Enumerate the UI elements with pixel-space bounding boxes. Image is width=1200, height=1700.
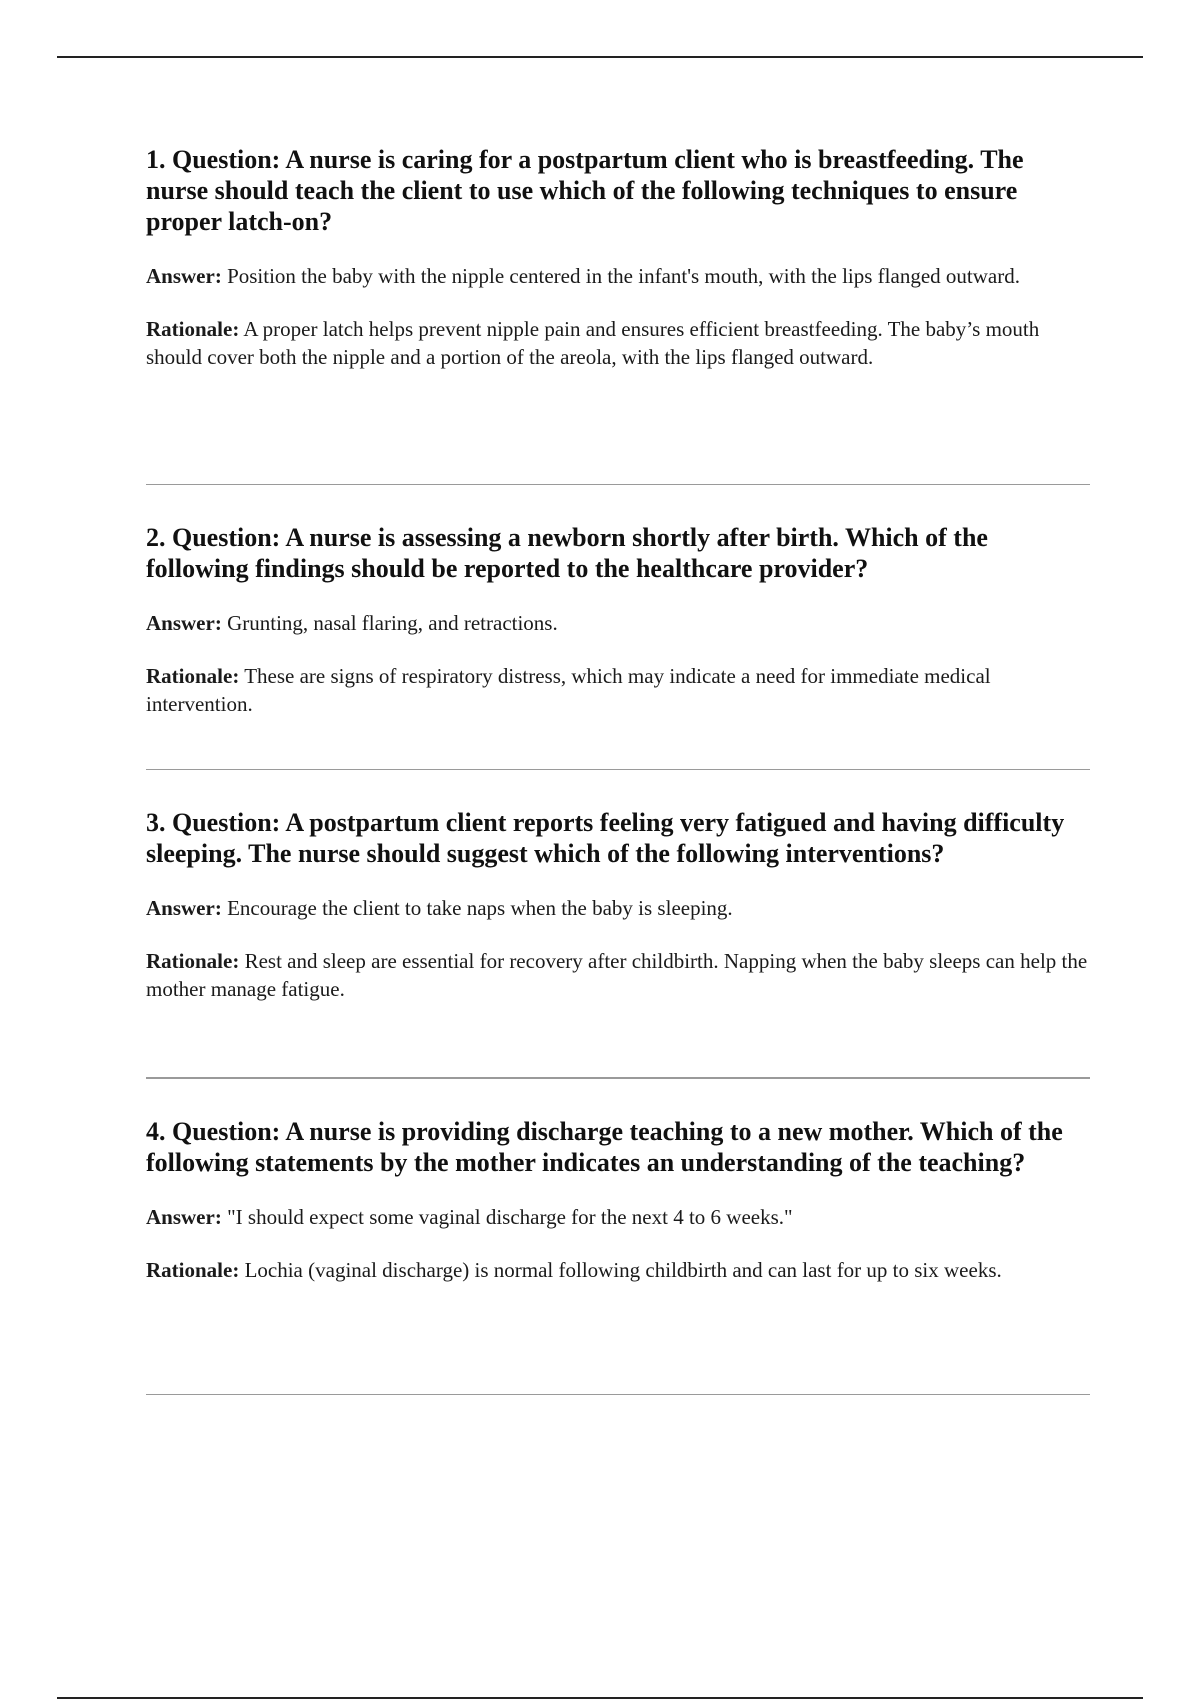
rationale-4 [146, 1256, 1090, 1284]
qa-item-4 [146, 1116, 1090, 1394]
answer-label: Answer: [146, 1205, 222, 1229]
rationale-text: These are signs of respiratory distress, which may indicate a need for immediate medical intervention. [146, 664, 991, 716]
answer-1 [146, 262, 1090, 290]
answer-text: Position the baby with the nipple centered in the infant's mouth, with the lips flanged outward. [227, 264, 1020, 288]
question-2: 2. Question: A nurse is assessing a newborn shortly after birth. Which of the following findings should be reported to the healthcare provider? [146, 523, 988, 583]
section-divider [146, 484, 1090, 485]
answer-text: "I should expect some vaginal discharge for the next 4 to 6 weeks." [227, 1205, 793, 1229]
qa-item-1 [146, 144, 1090, 484]
rationale-label: Rationale: [146, 1258, 240, 1282]
question-4: 4. Question: A nurse is providing discharge teaching to a new mother. Which of the following statements by the mother indicates an understanding of the teaching? [146, 1117, 1063, 1177]
question-1: 1. Question: A nurse is caring for a postpartum client who is breastfeeding. The nurse should teach the client to use which of the following techniques to ensure proper latch-on? [146, 145, 1024, 236]
answer-4 [146, 1203, 1090, 1231]
question-3: 3. Question: A postpartum client reports feeling very fatigued and having difficulty sleeping. The nurse should suggest which of the following interventions? [146, 808, 1065, 868]
rationale-text: A proper latch helps prevent nipple pain and ensures efficient breastfeeding. The baby’s mouth should cover both the nipple and a portion of the areola, with the lips flanged outward. [146, 317, 1040, 369]
rationale-3 [146, 947, 1090, 1003]
rationale-text: Rest and sleep are essential for recovery after childbirth. Napping when the baby sleeps can help the mother manage fatigue. [146, 949, 1088, 1001]
rationale-label: Rationale: [146, 317, 240, 341]
answer-text: Encourage the client to take naps when the baby is sleeping. [227, 896, 733, 920]
section-divider [146, 1394, 1090, 1395]
document-body [146, 144, 1090, 1395]
answer-2 [146, 609, 1090, 637]
rationale-label: Rationale: [146, 664, 240, 688]
answer-label: Answer: [146, 264, 222, 288]
answer-3 [146, 894, 1090, 922]
rationale-label: Rationale: [146, 949, 240, 973]
rationale-1 [146, 315, 1090, 371]
qa-item-3 [146, 807, 1090, 1077]
section-divider [146, 1077, 1090, 1079]
page-bottom-rule [57, 1697, 1143, 1699]
answer-text: Grunting, nasal flaring, and retractions. [227, 611, 558, 635]
section-divider [146, 769, 1090, 770]
qa-item-2 [146, 522, 1090, 769]
answer-label: Answer: [146, 611, 222, 635]
page-top-rule [57, 56, 1143, 58]
rationale-2 [146, 662, 1090, 718]
rationale-text: Lochia (vaginal discharge) is normal following childbirth and can last for up to six weeks. [244, 1258, 1002, 1282]
answer-label: Answer: [146, 896, 222, 920]
